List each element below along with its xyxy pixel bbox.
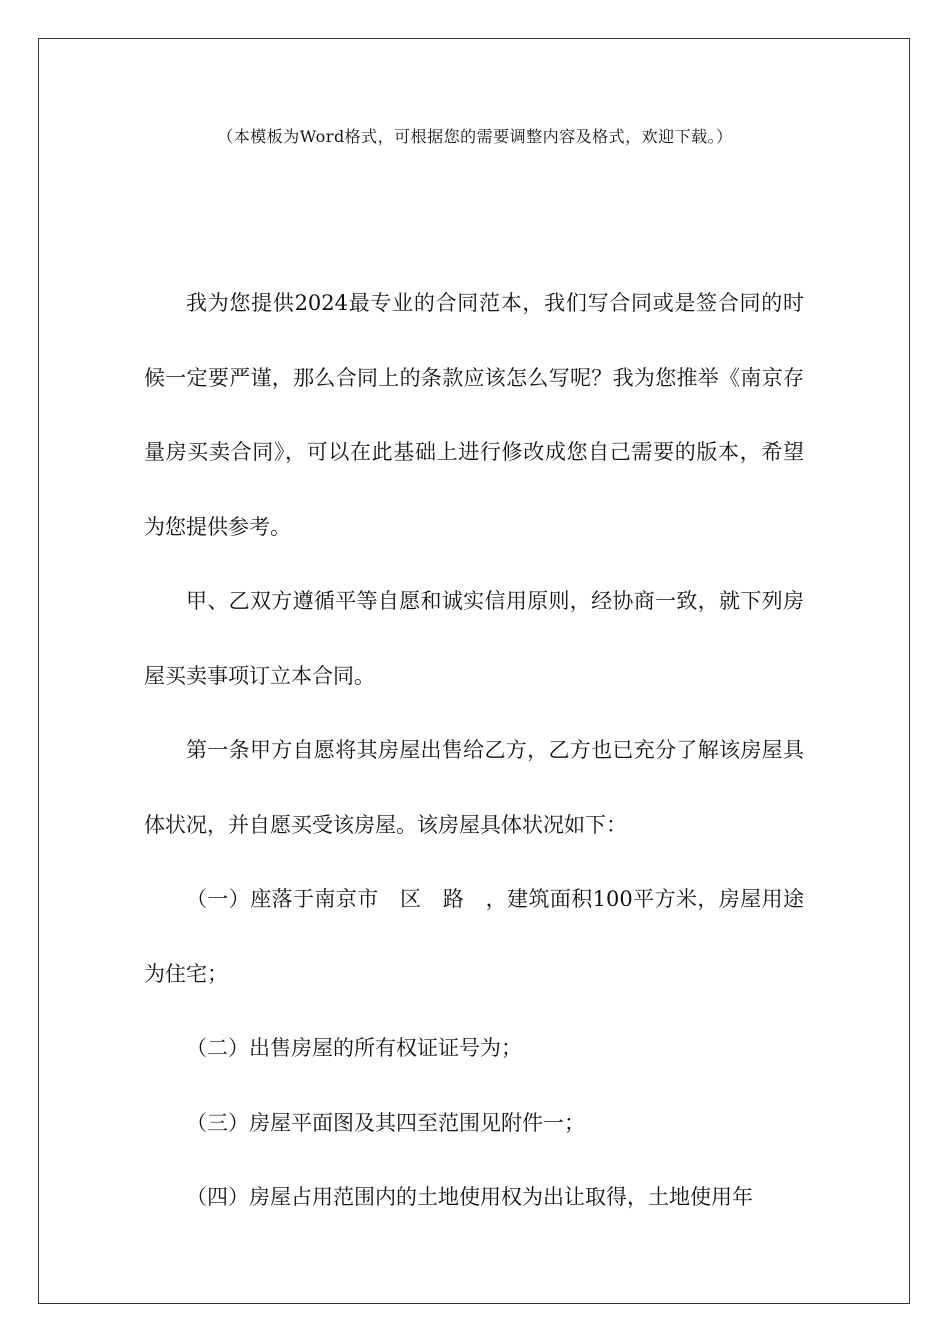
paragraph-item-2: （二）出售房屋的所有权证证号为； bbox=[186, 1036, 522, 1060]
paragraph-item-3: （三）房屋平面图及其四至范围见附件一； bbox=[186, 1110, 585, 1135]
paragraph-item-1: （一）座落于南京市 区 路 ，建筑面积100平方米，房屋用途为住宅； bbox=[144, 887, 804, 986]
paragraph-item-4: （四）房屋占用范围内的土地使用权为出让取得，土地使用年 bbox=[186, 1185, 753, 1209]
paragraph-article-1: 第一条甲方自愿将其房屋出售给乙方，乙方也已充分了解该房屋具体状况，并自愿买受该房屋。该房屋具体状况如下： bbox=[144, 738, 804, 837]
paragraph-principles: 甲、乙双方遵循平等自愿和诚实信用原则，经协商一致，就下列房屋买卖事项订立本合同。 bbox=[144, 589, 804, 688]
document-body bbox=[144, 266, 804, 1235]
template-note: （本模板为Word格式，可根据您的需要调整内容及格式，欢迎下载。） bbox=[217, 127, 733, 146]
paragraph-intro: 我为您提供2024最专业的合同范本，我们写合同或是签合同的时候一定要严谨，那么合同上的条款应该怎么写呢？我为您推举《南京存量房买卖合同》，可以在此基础上进行修改成您自己需要的版本，希望为您提供参考。 bbox=[144, 291, 804, 539]
